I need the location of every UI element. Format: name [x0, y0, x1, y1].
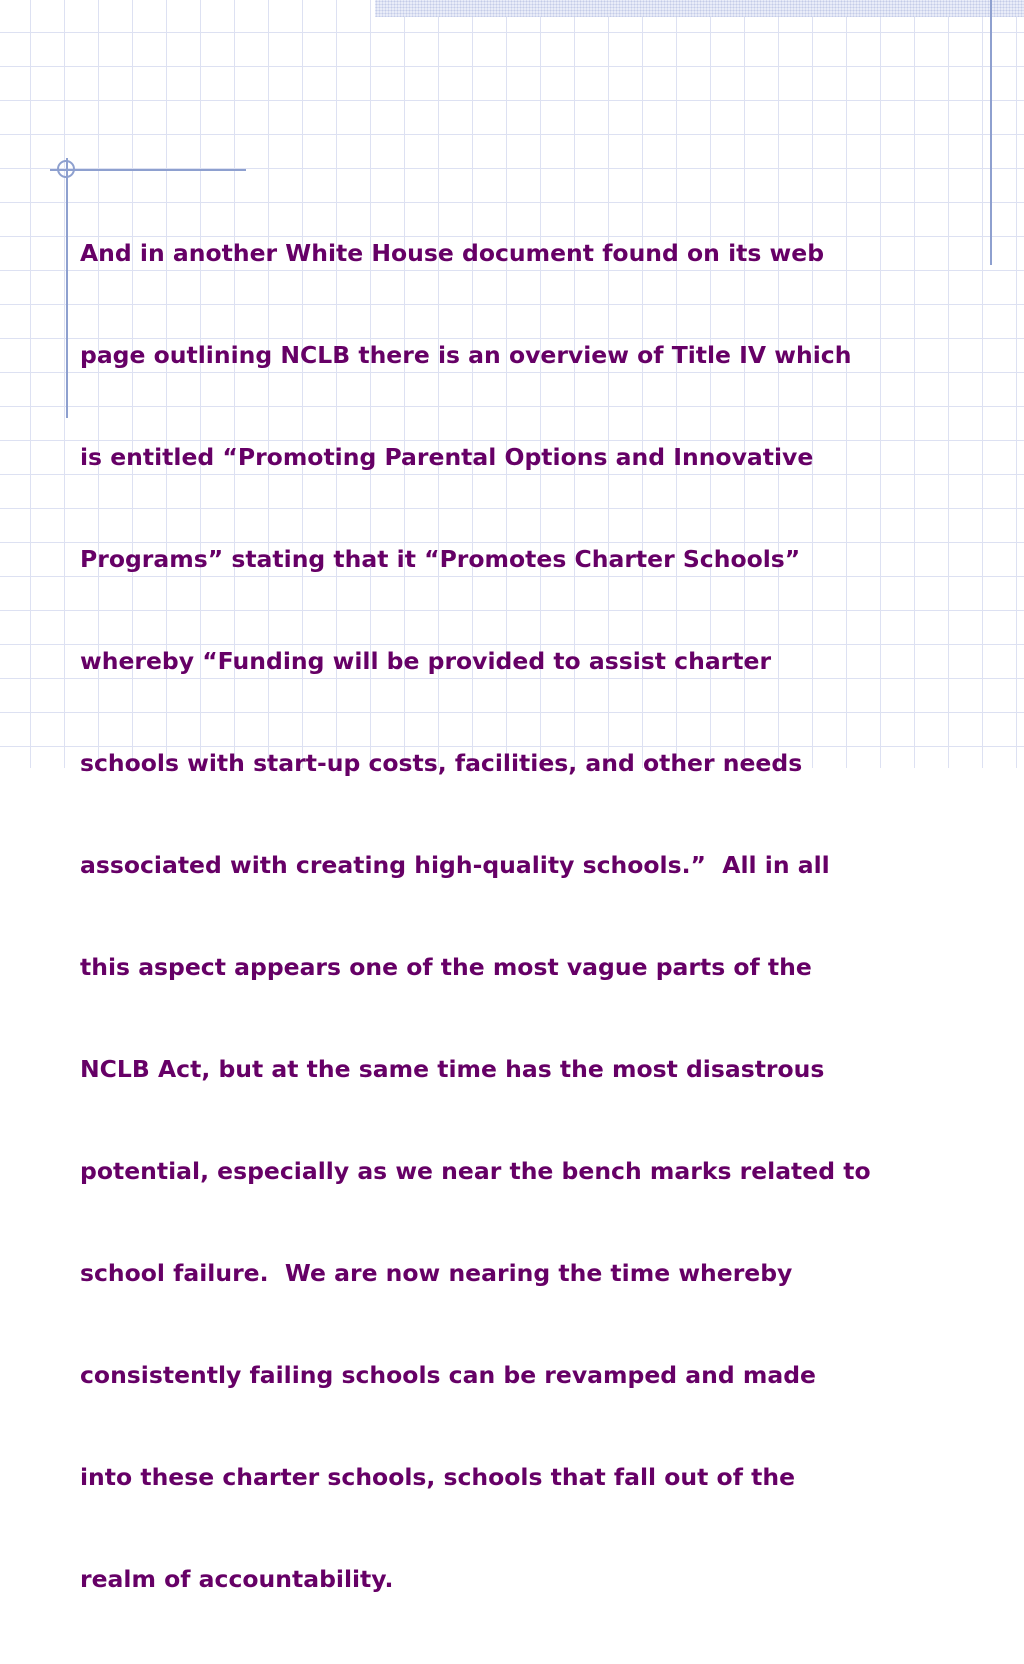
- text-line: associated with creating high-quality schools.” All in all: [80, 851, 830, 879]
- top-dotted-band: [375, 0, 1024, 17]
- text-line: NCLB Act, but at the same time has the most disastrous: [80, 1055, 825, 1083]
- ring-ornament-icon: [57, 160, 75, 178]
- text-line: And in another White House document found on its web: [80, 239, 825, 267]
- text-line: potential, especially as we near the bench marks related to: [80, 1157, 871, 1185]
- left-vertical-rule: [66, 158, 68, 418]
- text-line: whereby “Funding will be provided to assist charter: [80, 647, 772, 675]
- text-line: this aspect appears one of the most vague parts of the: [80, 953, 812, 981]
- text-line: consistently failing schools can be revamped and made: [80, 1361, 816, 1389]
- text-line: Programs” stating that it “Promotes Charter Schools”: [80, 545, 801, 573]
- slide-body-text: [80, 168, 960, 1664]
- text-line: into these charter schools, schools that fall out of the: [80, 1463, 796, 1491]
- text-line: is entitled “Promoting Parental Options and Innovative: [80, 443, 814, 471]
- text-line: realm of accountability.: [80, 1565, 394, 1593]
- right-vertical-rule: [990, 0, 992, 265]
- text-line: page outlining NCLB there is an overview of Title IV which: [80, 341, 852, 369]
- text-line: school failure. We are now nearing the time whereby: [80, 1259, 793, 1287]
- text-line: schools with start-up costs, facilities, and other needs: [80, 749, 803, 777]
